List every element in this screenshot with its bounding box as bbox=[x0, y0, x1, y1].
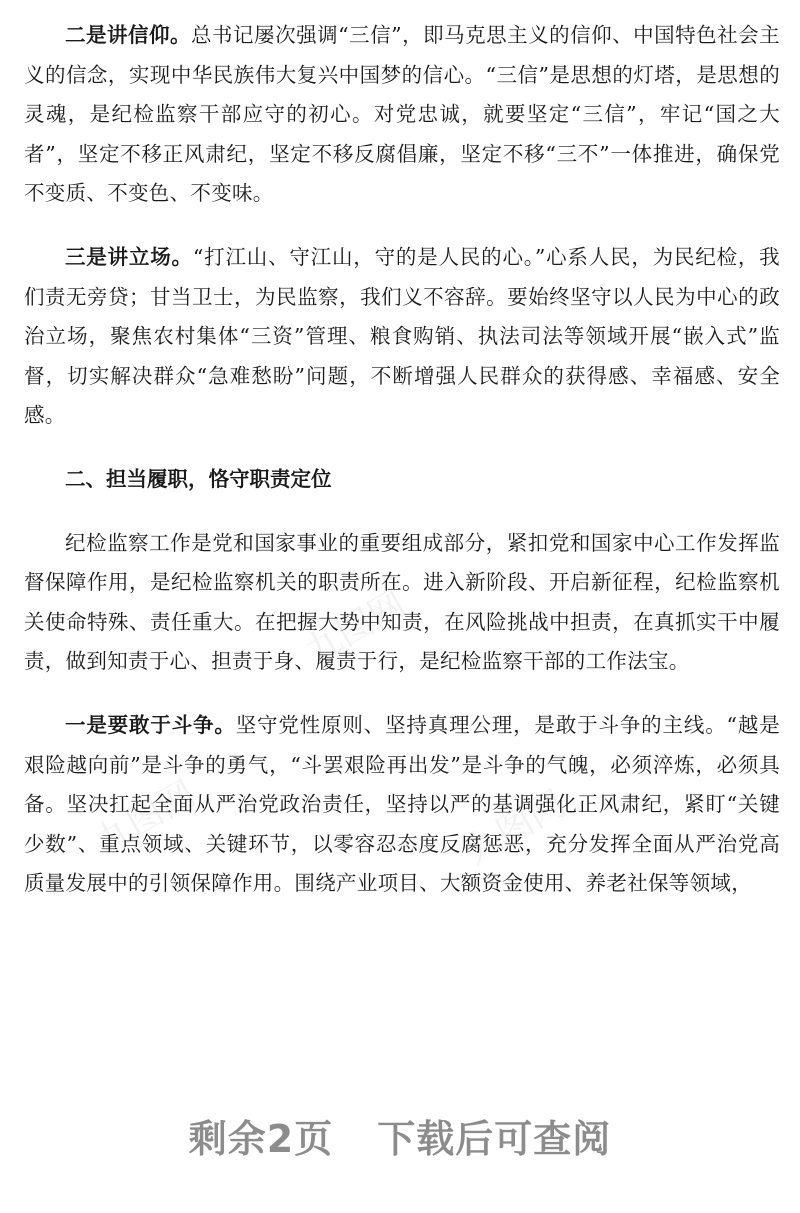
watermark: 九图网 bbox=[458, 783, 573, 873]
paragraph-text: 纪检监察工作是党和国家事业的重要组成部分，紧扣党和国家中心工作发挥监督保障作用，是纪检监察机关的职责所在。进入新阶段、开启新征程，纪检监察机关使命特殊、责任重大。在把握大势中知责，在风险挑战中担责，在真抓实干中履责，做到知责于心、担责于身、履责于行，是纪检监察干部的工作法宝。 bbox=[24, 530, 780, 674]
paragraph-faith bbox=[24, 16, 780, 214]
paragraph-text: “打江山、守江山，守的是人民的心。”心系人民，为民纪检，我们责无旁贷；甘当卫士，为民监察，我们义不容辞。要始终坚守以人民为中心的政治立场，聚焦农村集体“三资”管理、粮食购销、执法司法等领域开展“嵌入式”监督，切实解决群众“急难愁盼”问题，不断增强人民群众的获得感、幸福感、安全感。 bbox=[24, 244, 780, 428]
paragraph-lead: 二是讲信仰。 bbox=[65, 23, 192, 47]
paragraph-text: 总书记屡次强调“三信”，即马克思主义的信仰、中国特色社会主义的信念，实现中华民族伟大复兴中国梦的信心。“三信”是思想的灯塔，是思想的灵魂，是纪检监察干部应守的初心。对党忠诚，就要坚定“三信”，牢记“国之大者”，坚定不移正风肃纪，坚定不移反腐倡廉，坚定不移“三不”一体推进，确保党不变质、不变色、不变味。 bbox=[24, 23, 780, 206]
paragraph-lead: 一是要敢于斗争。 bbox=[65, 712, 236, 737]
paragraph-duty bbox=[24, 524, 780, 682]
download-banner[interactable] bbox=[0, 1108, 800, 1163]
section-heading: 二、担当履职，恪守职责定位 bbox=[65, 466, 332, 491]
paragraph-lead: 三是讲立场。 bbox=[65, 244, 193, 269]
watermark: 九图网 bbox=[88, 773, 203, 863]
paragraph-struggle bbox=[24, 706, 780, 904]
paragraph-stance bbox=[24, 238, 780, 436]
remaining-pages-text: 剩余2页 bbox=[188, 1117, 334, 1161]
download-to-view-text: 下载后可查阅 bbox=[377, 1117, 612, 1161]
document-page bbox=[24, 16, 780, 928]
watermark: 九图网 bbox=[298, 583, 413, 673]
paragraph-text: 坚守党性原则、坚持真理公理，是敢于斗争的主线。“越是艰险越向前”是斗争的勇气，“斗罢艰险再出发”是斗争的气魄，必须淬炼，必须具备。坚决扛起全面从严治党政治责任，坚持以严的基调强化正风肃纪，紧盯“关键少数”、重点领域、关键环节，以零容忍态度反腐惩恶，充分发挥全面从严治党高质量发展中的引领保障作用。围绕产业项目、大额资金使用、养老社保等领域， bbox=[24, 712, 780, 896]
